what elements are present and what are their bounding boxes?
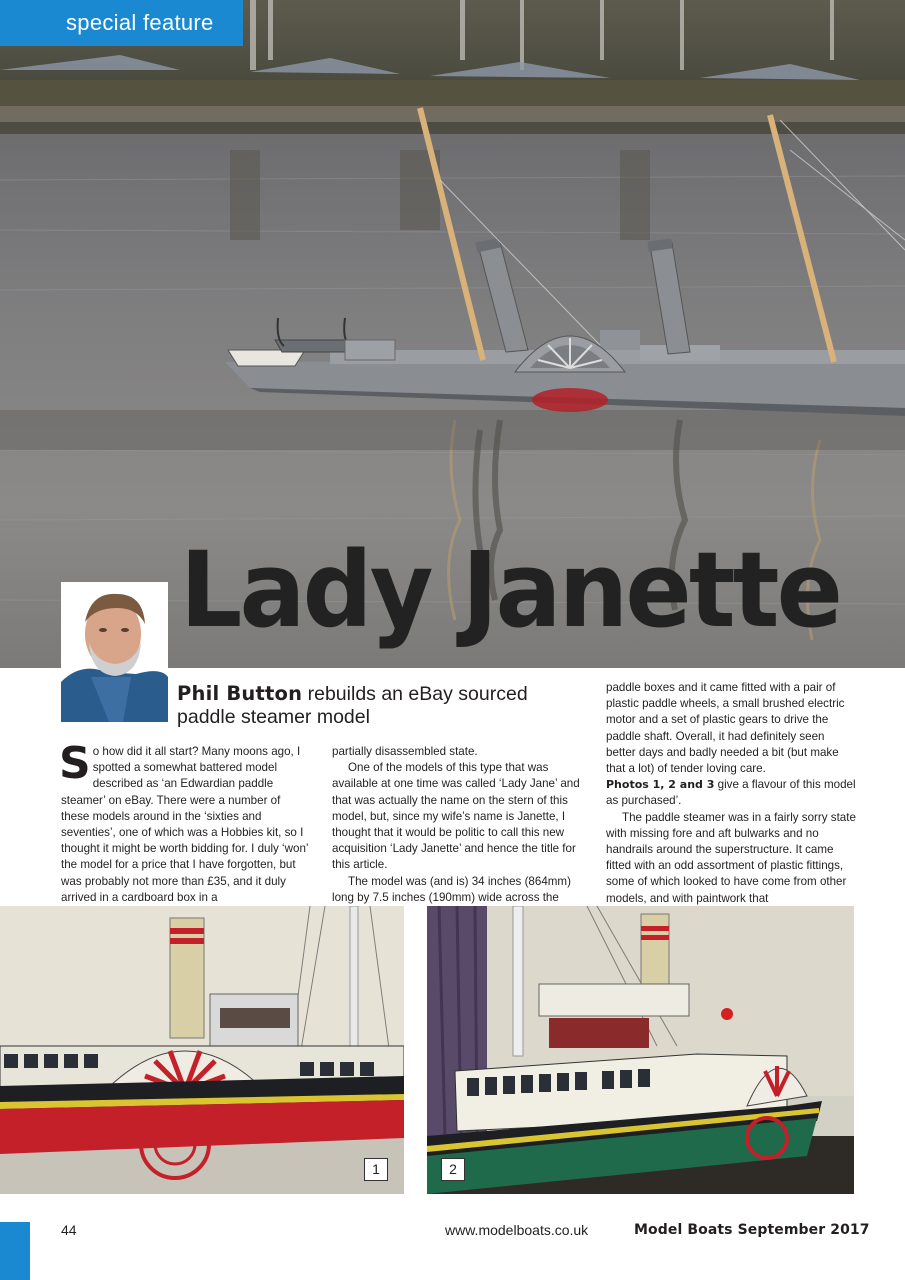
model-quarter-view-image: [427, 906, 854, 1194]
footer-url: www.modelboats.co.uk: [445, 1222, 589, 1238]
page-number: 44: [61, 1222, 77, 1238]
body-paragraph: The paddle steamer was in a fairly sorry state with missing fore and aft bulwarks and no handrails around the superstructure. It came fitted with an odd assortment of plastic fittings, some of which looked to have come from other models, and with paintwork that: [606, 810, 856, 905]
footer-magazine-issue: Model Boats September 2017: [634, 1222, 870, 1238]
author-photo: [61, 582, 168, 722]
photo-number-2: 2: [441, 1158, 465, 1181]
body-column-2: [332, 744, 584, 906]
body-paragraph: One of the models of this type that was available at one time was called ‘Lady Jane’ and that was actually the name on the stern of this model, but, since my wife’s name is Janette, I thought that it would be politic to call this new acquisition ‘Lady Janette’ and hence the title for this article.: [332, 761, 580, 872]
body-paragraph: partially disassembled state.: [332, 745, 478, 758]
standfirst-text: rebuilds an eBay sourced paddle steamer model: [177, 683, 528, 728]
standfirst: [177, 682, 587, 729]
author-name: Phil Button: [177, 682, 303, 705]
body-column-1: [59, 738, 311, 906]
body-paragraph: Photos 1, 2 and 3 give a flavour of this model as purchased’.: [606, 778, 856, 808]
model-side-view-image: [0, 906, 404, 1194]
author-portrait-image: [61, 582, 168, 722]
footer-accent-bar: [0, 1222, 30, 1280]
photo-2: [427, 906, 854, 1194]
photo-1: [0, 906, 404, 1194]
section-tag: special feature: [0, 0, 243, 46]
body-paragraph: The model was (and is) 34 inches (864mm) long by 7.5 inches (190mm) wide across the: [332, 874, 571, 904]
photo-reference: Photos 1, 2 and 3: [606, 778, 715, 792]
body-paragraph: So how did it all start? Many moons ago, I spotted a somewhat battered model described as ‘an Edwardian paddle steamer’ on eBay. There were a number of these models around in the ‘sixties and seventies’, one of which was a Hobbies kit, so I thought it might be worth bidding for. I duly ‘won’ the model for a price that I have forgotten, but was probably not more than £35, and it duly arrived in a cardboard box in a: [59, 738, 309, 904]
drop-cap: S: [59, 738, 91, 789]
body-column-3: [606, 680, 856, 907]
photo-number-1: 1: [364, 1158, 388, 1181]
article-title: Lady Janette: [180, 529, 841, 651]
body-paragraph: paddle boxes and it came fitted with a pair of plastic paddle wheels, a small brushed electric motor and a set of plastic gears to drive the paddle shaft. Overall, it had definitely seen better days and badly needed a bit (but make that a lot) of tender loving care.: [606, 681, 845, 776]
